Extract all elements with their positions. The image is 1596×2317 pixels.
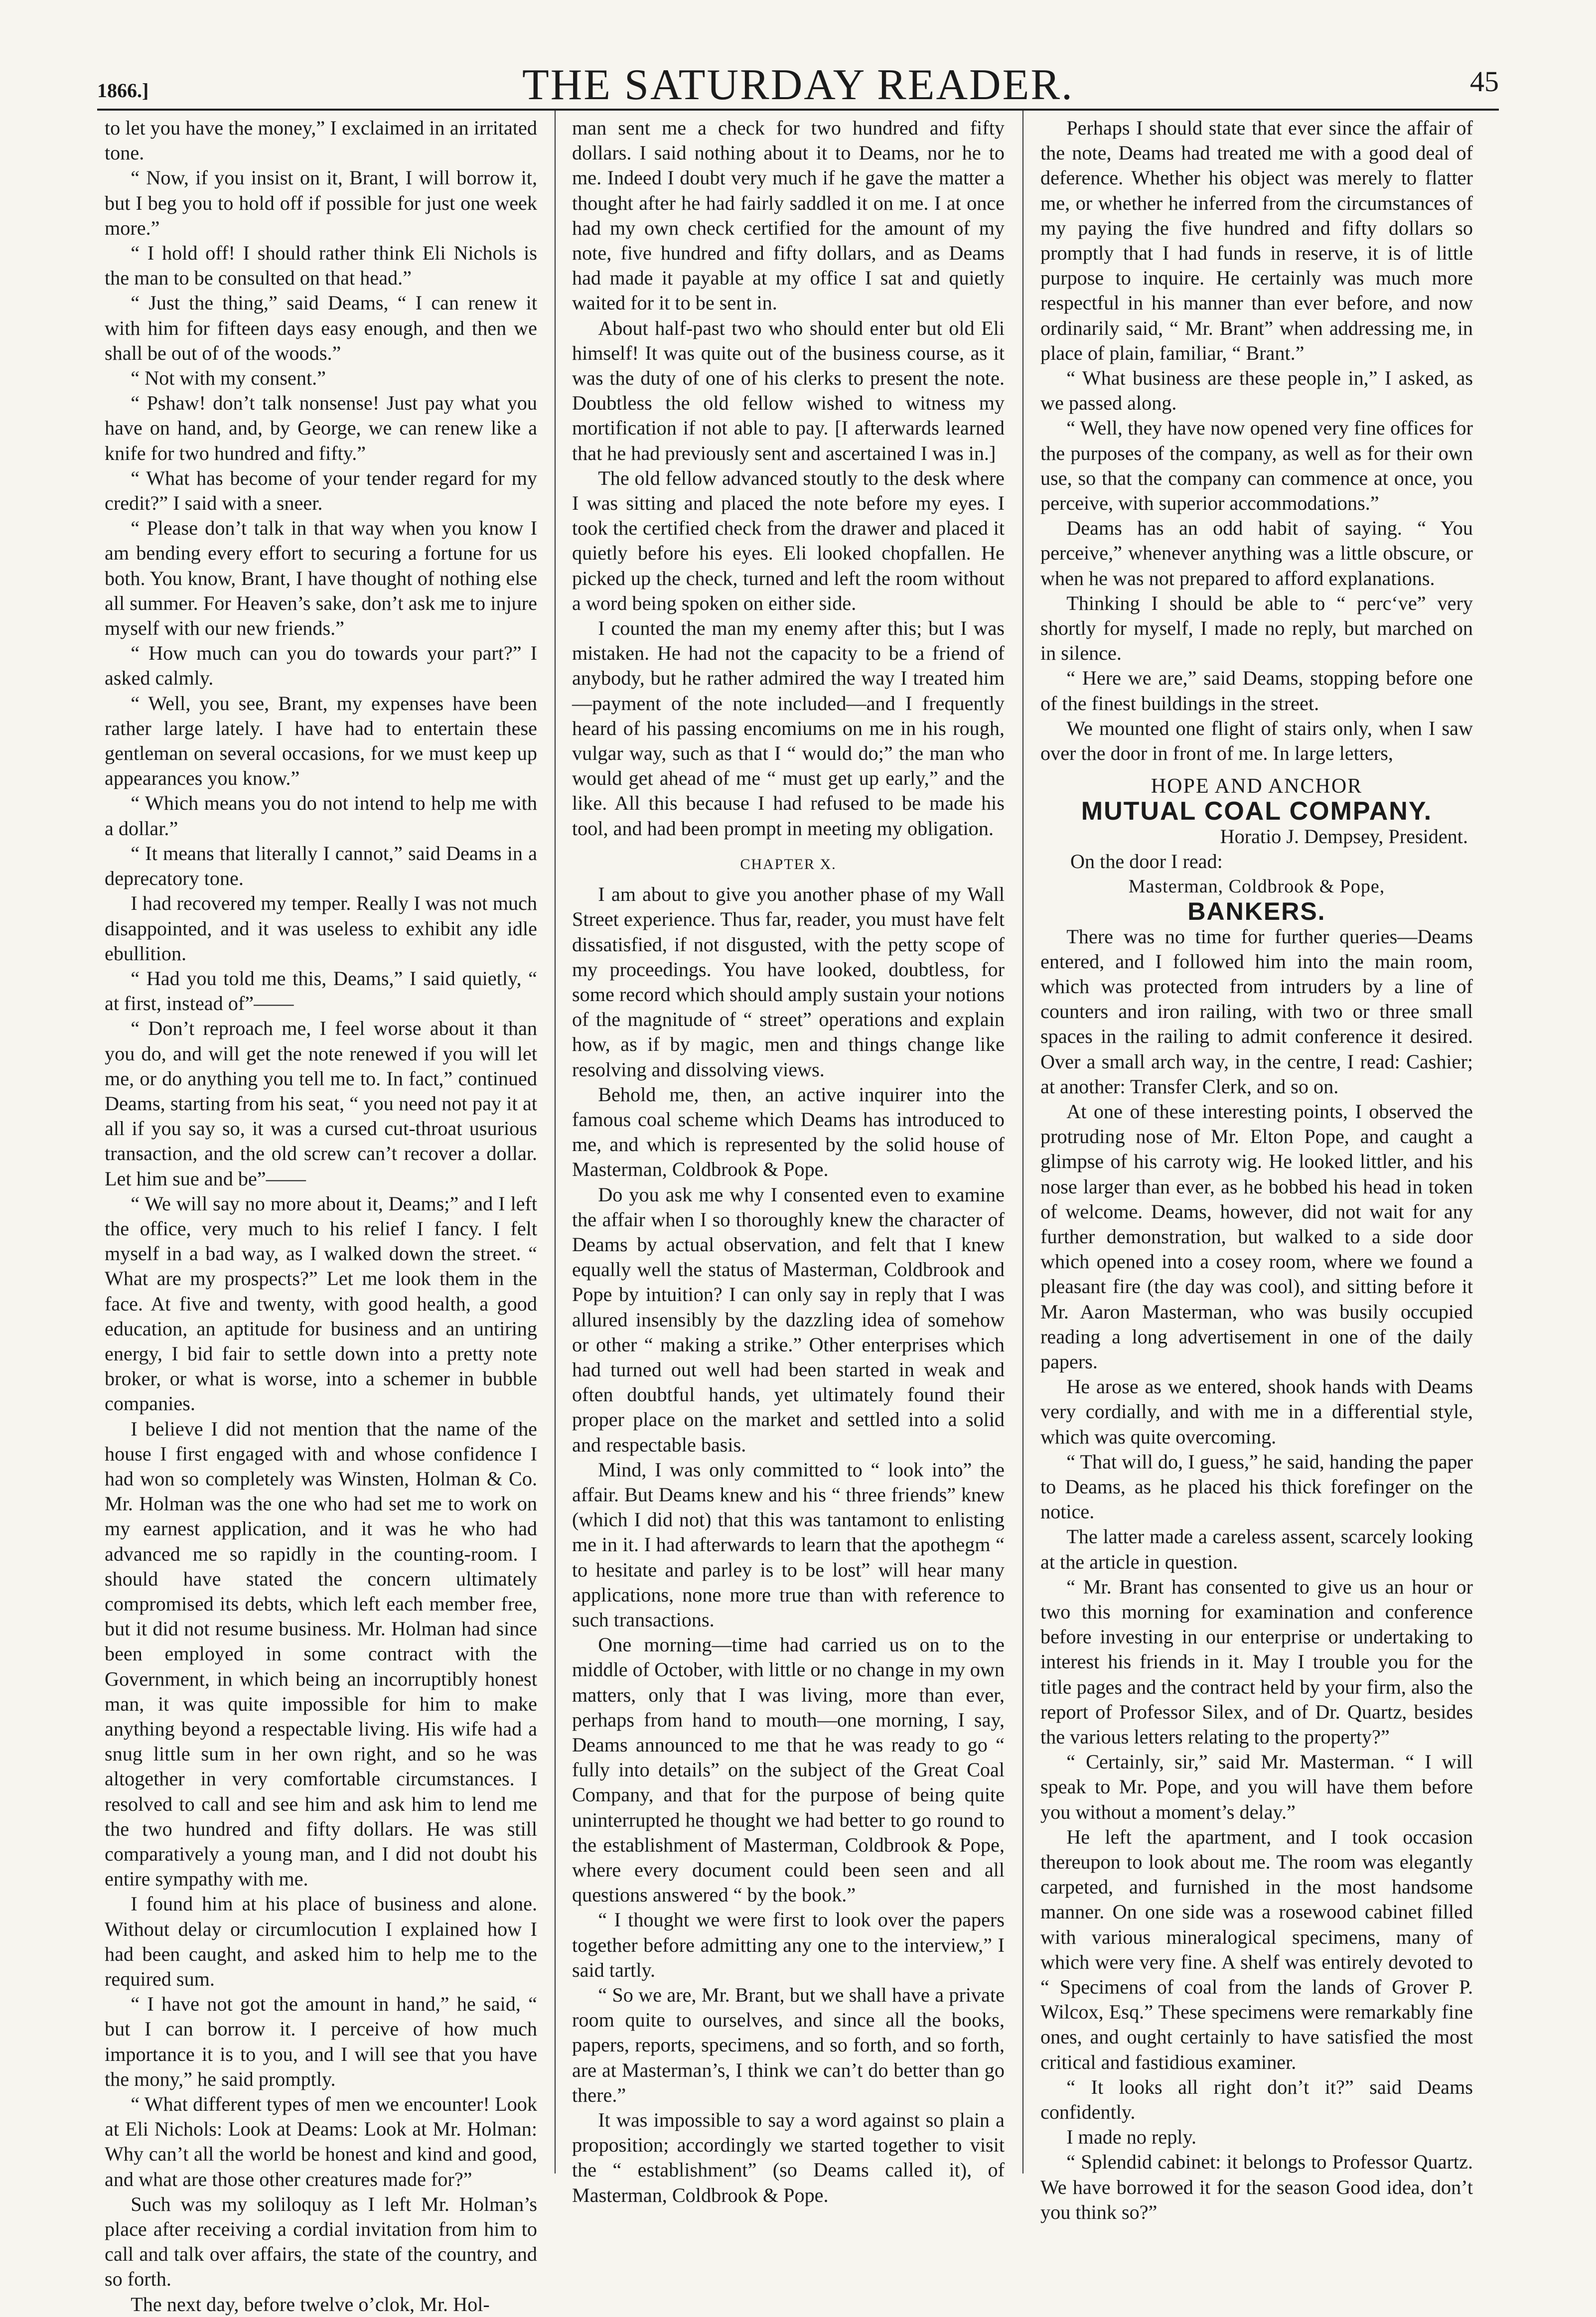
- door-line: On the door I read:: [1070, 850, 1223, 872]
- paragraph: Mind, I was only committed to “ look into” the affair. But Deams knew and his “ three friends” knew (which I did not) that this was tantamont to enlisting me in it. I had afterwards to learn that the apothegm “ to hesitate and parley is to be lost” will hear many applications, none more true than with reference to such transactions.: [572, 1458, 1005, 1631]
- paragraph: Behold me, then, an active inquirer into the famous coal scheme which Deams has introduced to me, and which is represented by the solid house of Masterman, Coldbrook & Pope.: [572, 1083, 1005, 1181]
- paragraph: “ Which means you do not intend to help me with a dollar.”: [105, 792, 537, 840]
- paragraph: The latter made a careless assent, scarcely looking at the article in question.: [1040, 1525, 1473, 1573]
- paragraph: “ That will do, I guess,” he said, handing the paper to Deams, as he placed his thick forefinger on the notice.: [1040, 1450, 1473, 1523]
- paragraph: I made no reply.: [1066, 2126, 1196, 2149]
- paragraph: The old fellow advanced stoutly to the desk where I was sitting and placed the note before my eyes. I took the certified check from the drawer and placed it quietly before his eyes. Eli looked chopfallen. He picked up the check, turned and left the room without a word being spoken on either side.: [572, 466, 1005, 614]
- paragraph: “ Well, they have now opened very fine offices for the purposes of the company, as well as for their own use, so that the company can commence at once, you perceive, with superior accommodations.”: [1040, 417, 1473, 515]
- column-3: [1040, 116, 1473, 2223]
- sign-line-2: MUTUAL COAL COMPANY.: [1081, 797, 1433, 826]
- paragraph: “ Not with my consent.”: [131, 367, 326, 390]
- paragraph: “ Splendid cabinet: it belongs to Professor Quartz. We have borrowed it for the season Good idea, don’t you think so?”: [1040, 2151, 1473, 2223]
- column-3-text-b: [1040, 924, 1473, 2225]
- paragraph: One morning—time had carried us on to the middle of October, with little or no change in my own matters, only that I was living, more than ever, perhaps from hand to mouth—one morning, I say, Deams announced to me that he was ready to go “ fully into details” on the subject of the Great Coal Company, and that for the purpose of being quite uninterrupted he thought we had better to go round to the establishment of Masterman, Coldbrook & Pope, where every document could been seen and all questions answered “ by the book.”: [572, 1633, 1005, 1906]
- paragraph: man sent me a check for two hundred and fifty dollars. I said nothing about it to Deams, nor he to me. Indeed I doubt very much if he gave the matter a thought after he had fairly saddled it on me. I at once had my own check certified for the amount of my note, five hundred and fifty dollars, and as Deams had made it payable at my office I sat and quietly waited for it to be sent in.: [572, 117, 1005, 314]
- column-2-text-a: [572, 116, 1005, 841]
- paragraph: “ What has become of your tender regard for my credit?” I said with a sneer.: [105, 466, 537, 515]
- paragraph: There was no time for further queries—Deams entered, and I followed him into the main room, which was protected from intruders by a line of counters and iron railing, with two or three small spaces in the railing to admit conference it desired. Over a small arch way, in the centre, I read: Cashier; at another: Transfer Clerk, and so on.: [1040, 925, 1473, 1098]
- paragraph: I counted the man my enemy after this; but I was mistaken. He had not the capacity to be a friend of anybody, but he rather admired the way I treated him—payment of the note included—and I frequently heard of his passing encomiums on me in his rough, vulgar way, such as that I “ would do;” the man who would get ahead of me “ must get up early,” and the like. All this because I had refused to be made his tool, and had been prompt in meeting my obligation.: [572, 617, 1005, 840]
- firm-names: Masterman, Coldbrook & Pope,: [1128, 876, 1385, 897]
- paragraph: “ It looks all right don’t it?” said Deams confidently.: [1040, 2075, 1473, 2124]
- column-2: [572, 116, 1005, 2206]
- paragraph: “ Please don’t talk in that way when you know I am bending every effort to securing a fortune for us both. You know, Brant, I have thought of nothing else all summer. For Heaven’s sake, don’t ask me to injure myself with our new friends.”: [105, 517, 537, 640]
- paragraph: The next day, before twelve o’clok, Mr. Hol-: [131, 2293, 490, 2316]
- paragraph: “ It means that literally I cannot,” said Deams in a deprecatory tone.: [105, 842, 537, 890]
- paragraph: “ How much can you do towards your part?” I asked calmly.: [105, 642, 537, 690]
- paragraph: “ Had you told me this, Deams,” I said quietly, “ at first, instead of”——: [105, 967, 537, 1015]
- column-divider: [1022, 111, 1023, 2173]
- paragraph: “ I thought we were first to look over the papers together before admitting any one to the interview,” I said tartly.: [572, 1908, 1005, 1981]
- paragraph: Such was my soliloquy as I left Mr. Holman’s place after receiving a cordial invitation from him to call and talk over affairs, the state of the country, and so forth.: [105, 2192, 537, 2291]
- paragraph: He arose as we entered, shook hands with Deams very cordially, and with me in a differential style, which was quite overcoming.: [1040, 1375, 1473, 1448]
- paragraph: “ I have not got the amount in hand,” he said, “ but I can borrow it. I perceive of how much importance it is to you, and I will see that you have the mony,” he said promptly.: [105, 1993, 537, 2090]
- bankers-sign: BANKERS.: [1187, 897, 1326, 926]
- column-divider: [555, 111, 556, 2173]
- paragraph: “ Now, if you insist on it, Brant, I will borrow it, but I beg you to hold off if possible for just one week more.”: [105, 166, 537, 239]
- issue-date: 1866.]: [97, 79, 149, 102]
- paragraph: I believe I did not mention that the name of the house I first engaged with and whose confidence I had won so completely was Winsten, Holman & Co. Mr. Holman was the one who had set me to work on my earnest application, and it was he who had advanced me so rapidly in the counting-room. I should have stated the concern ultimately compromised its debts, which left each member free, but it did not resume business. Mr. Holman had since been employed in some contract with the Government, in which being an incorruptibly honest man, it was quite impossible for him to make anything beyond a respectable living. His wife had a snug little sum in her own right, and so he was altogether in very comfortable circumstances. I resolved to call and see him and ask him to lend me the two hundred and fifty dollars. He was still comparatively a young man, and I did not doubt his entire sympathy with me.: [105, 1417, 537, 1890]
- column-1-text: [105, 116, 537, 2317]
- paragraph: At one of these interesting points, I observed the protruding nose of Mr. Elton Pope, and caught a glimpse of his carroty wig. He looked littler, and his nose larger than ever, as he bobbed his head in token of welcome. Deams, however, did not wait for any further demonstration, but walked to a side door which opened into a cosey room, where we found a pleasant fire (the day was cool), and sitting before it Mr. Aaron Masterman, who was busily occupied reading a long advertisement in one of the daily papers.: [1040, 1100, 1473, 1373]
- page-number: 45: [1470, 65, 1499, 98]
- page-header: [97, 60, 1499, 107]
- paragraph: He left the apartment, and I took occasion thereupon to look about me. The room was elegantly carpeted, and furnished in the most handsome manner. On one side was a rosewood cabinet filled with various mineralogical specimens, many of which were very fine. A shelf was entirely devoted to “ Specimens of coal from the lands of Grover P. Wilcox, Esq.” These specimens were remarkably fine ones, and ought certainly to have satisfied the most critical and fastidious examiner.: [1040, 1825, 1473, 2073]
- paragraph: “ What different types of men we encounter! Look at Eli Nichols: Look at Deams: Look at Mr. Holman: Why can’t all the world be honest and kind and good, and what are those other creatures made for?”: [105, 2093, 537, 2190]
- paragraph: It was impossible to say a word against so plain a proposition; accordingly we started together to visit the “ establishment” (so Deams called it), of Masterman, Coldbrook & Pope.: [572, 2109, 1005, 2206]
- paragraph: We mounted one flight of stairs only, when I saw over the door in front of me. In large letters,: [1040, 717, 1473, 765]
- president-line: Horatio J. Dempsey, President.: [1220, 825, 1468, 848]
- chapter-heading: CHAPTER X.: [740, 856, 837, 872]
- paragraph: “ Well, you see, Brant, my expenses have been rather large lately. I have had to entertain these gentleman on several occasions, for we must keep up appearances you know.”: [105, 692, 537, 790]
- sign-line-1: HOPE AND ANCHOR: [1151, 775, 1363, 798]
- paragraph: I had recovered my temper. Really I was not much disappointed, and it was useless to exhibit any idle ebullition.: [105, 892, 537, 965]
- paragraph: “ Here we are,” said Deams, stopping before one of the finest buildings in the street.: [1040, 667, 1473, 715]
- paragraph: “ Don’t reproach me, I feel worse about it than you do, and will get the note renewed if you will let me, or do anything you tell me to. In fact,” continued Deams, starting from his seat, “ you need not pay it at all if you say so, it was a cursed cut-throat usurious transaction, and the old screw can’t recover a dollar. Let him sue and be”——: [105, 1017, 537, 1190]
- paragraph: I found him at his place of business and alone. Without delay or circumlocution I explained how I had been caught, and asked him to help me to the required sum.: [105, 1892, 537, 1991]
- paragraph: I am about to give you another phase of my Wall Street experience. Thus far, reader, you must have felt dissatisfied, if not disgusted, with the petty scope of my proceedings. You have looked, doubtless, for some record which should amply sustain your notions of the magnitude of “ street” operations and explain how, as if by magic, men and things change like resolving and dissolving views.: [572, 883, 1005, 1081]
- column-1: [105, 116, 537, 2316]
- column-2-text-b: [572, 882, 1005, 2208]
- paragraph: About half-past two who should enter but old Eli himself! It was quite out of the business course, as it was the duty of one of his clerks to present the note. Doubtless the old fellow wished to witness my mortification if not able to pay. [I afterwards learned that he had previously sent and ascertained I was in.]: [572, 316, 1005, 464]
- paragraph: “ So we are, Mr. Brant, but we shall have a private room quite to ourselves, and since all the books, papers, reports, specimens, and so forth, and so forth, are at Masterman’s, I think we can’t do better than go there.”: [572, 1984, 1005, 2106]
- paragraph: Perhaps I should state that ever since the affair of the note, Deams had treated me with a good deal of deference. Whether his object was merely to flatter me, or whether he inferred from the circumstances of my paying the five hundred and fifty dollars so promptly that I had funds in reserve, it is of little purpose to inquire. He certainly was much more respectful in his manner than ever before, and now ordinarily said, “ Mr. Brant” when addressing me, in place of plain, familiar, “ Brant.”: [1040, 117, 1473, 364]
- paragraph: “ Pshaw! don’t talk nonsense! Just pay what you have on hand, and, by George, we can renew like a knife for two hundred and fifty.”: [105, 392, 537, 464]
- paragraph: “ What business are these people in,” I asked, as we passed along.: [1040, 367, 1473, 415]
- paragraph: Do you ask me why I consented even to examine the affair when I so thoroughly knew the character of Deams by actual observation, and felt that I knew equally well the status of Masterman, Coldbrook and Pope by intuition? I can only say in reply that I was allured insensibly by the dazzling idea of somehow or other “ making a strike.” Other enterprises which had turned out well had been started in weak and often doubtful hands, yet ultimately found their proper place on the market and settled into a solid and respectable basis.: [572, 1183, 1005, 1456]
- masthead-title: THE SATURDAY READER.: [522, 61, 1074, 109]
- paragraph: “ We will say no more about it, Deams;” and I left the office, very much to his relief I fancy. I felt myself in a bad way, as I walked down the street. “ What are my prospects?” Let me look them in the face. At five and twenty, with good health, a good education, an aptitude for business and an untiring energy, I bid fair to settle down into a pretty note broker, or what is worse, into a schemer in bubble companies.: [105, 1192, 537, 1415]
- paragraph: “ Just the thing,” said Deams, “ I can renew it with him for fifteen days easy enough, and then we shall be out of of the woods.”: [105, 291, 537, 364]
- paragraph: “ Certainly, sir,” said Mr. Masterman. “ I will speak to Mr. Pope, and you will have them before you without a moment’s delay.”: [1040, 1750, 1473, 1823]
- header-rule: [97, 109, 1499, 111]
- paragraph: to let you have the money,” I exclaimed in an irritated tone.: [105, 117, 537, 164]
- paragraph: Deams has an odd habit of saying. “ You perceive,” whenever anything was a little obscure, or when he was not prepared to afford explanations.: [1040, 517, 1473, 589]
- paragraph: Thinking I should be able to “ percʻve” very shortly for myself, I made no reply, but marched on in silence.: [1040, 591, 1473, 665]
- column-3-text-a: [1040, 116, 1473, 766]
- paragraph: “ I hold off! I should rather think Eli Nichols is the man to be consulted on that head.”: [105, 242, 537, 290]
- paragraph: “ Mr. Brant has consented to give us an hour or two this morning for examination and conference before investing in our enterprise or undertaking to interest his friends in it. May I trouble you for the title pages and the contract held by your firm, also the report of Professor Silex, and of Dr. Quartz, besides the various letters relating to the property?”: [1040, 1575, 1473, 1748]
